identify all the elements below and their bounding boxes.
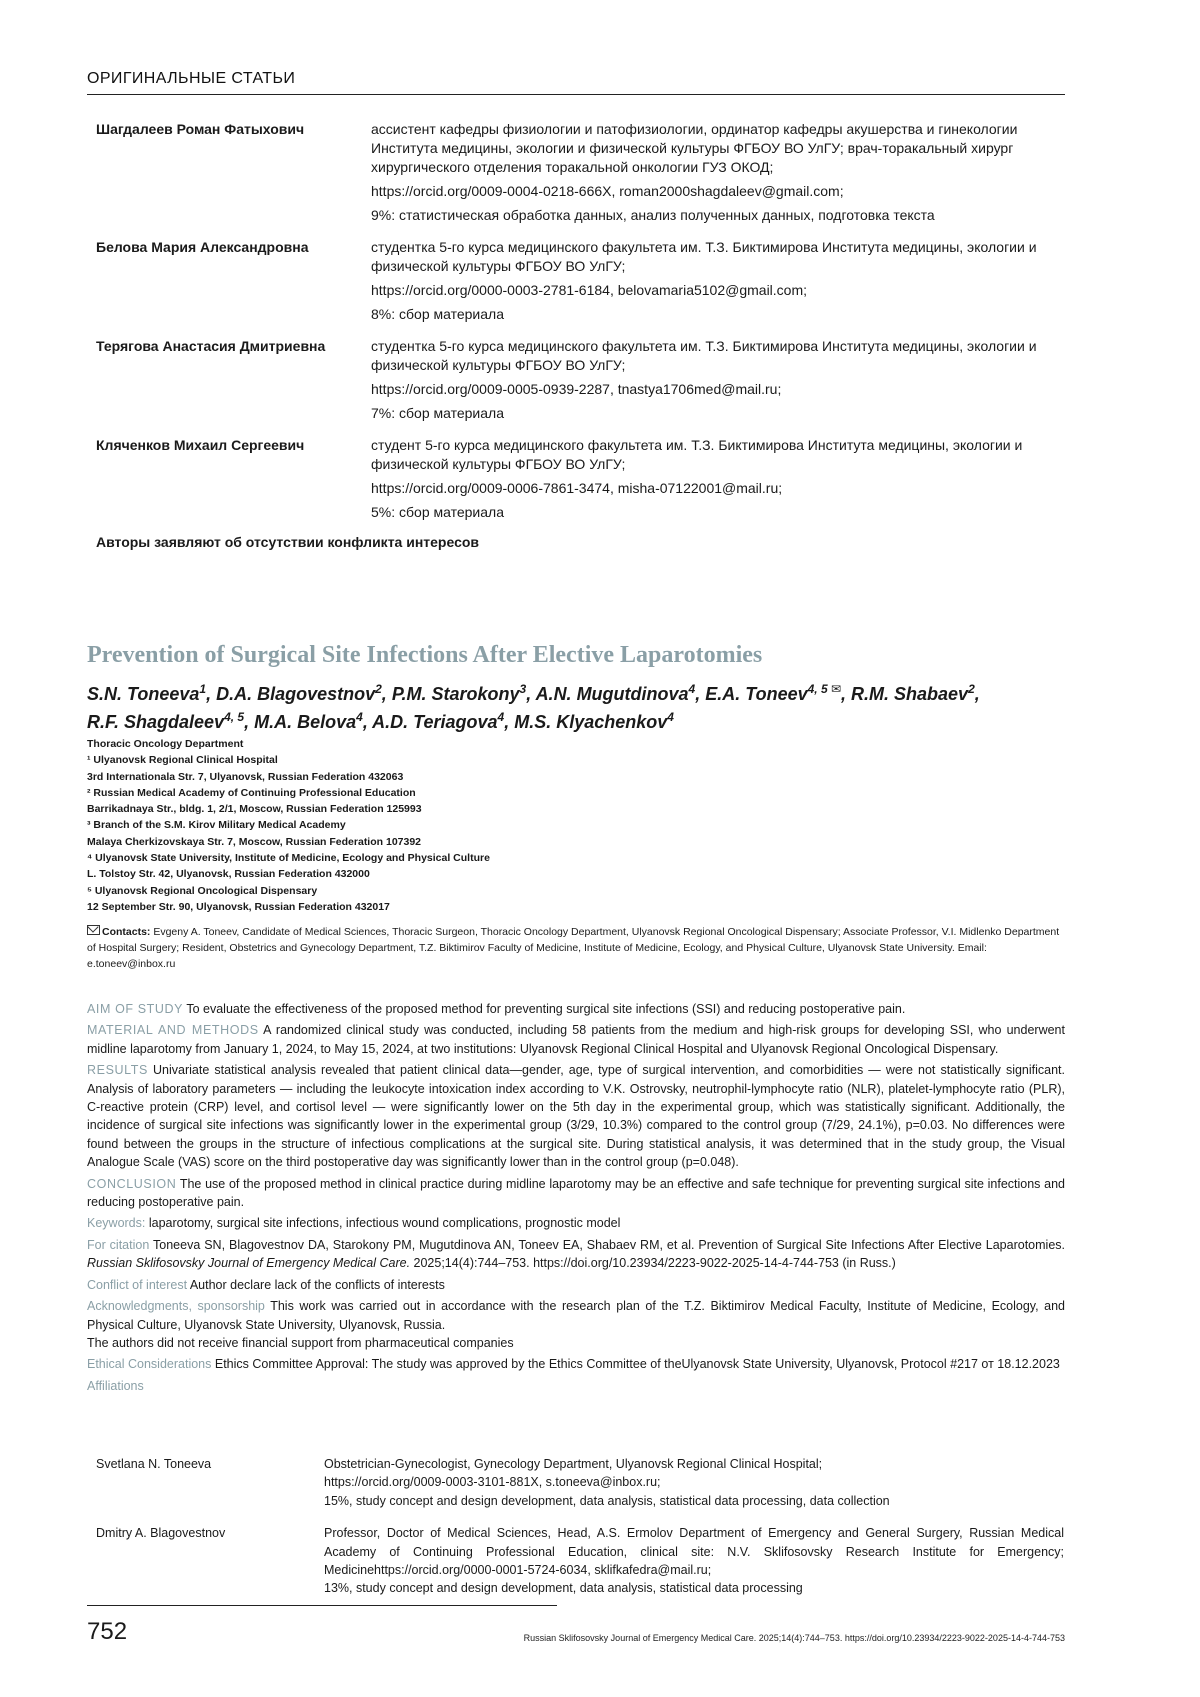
author-name: S.N. Toneeva [87, 684, 200, 704]
author-separator: , [695, 684, 706, 704]
ru-author-name: Шагдалеев Роман Фатыхович [96, 121, 305, 137]
affiliation-line: 15%, study concept and design development, data analysis, statistical data processing, data collection [324, 1493, 890, 1508]
author-affil-mark: 1 [199, 682, 207, 696]
affiliation-line: Obstetrician-Gynecologist, Gynecology Department, Ulyanovsk Regional Clinical Hospital; [324, 1457, 823, 1471]
abstract-conclusion [87, 1175, 1065, 1212]
ru-author-row [96, 436, 1056, 527]
footnote-rule [87, 1605, 557, 1606]
abstract-methods-label: MATERIAL AND METHODS [87, 1023, 259, 1038]
affiliation-row [96, 1455, 1064, 1510]
ru-author-contacts[interactable]: https://orcid.org/0009-0006-7861-3474, misha-07122001@mail.ru; [371, 480, 783, 496]
author-name: E.A. Toneev [705, 684, 808, 704]
author-separator: , [841, 684, 852, 704]
author-affil-mark: 3 [519, 682, 527, 696]
ru-author-contribution: 5%: сбор материала [371, 504, 504, 520]
institution-list [87, 736, 490, 915]
institution-line: 12 September Str. 90, Ulyanovsk, Russian Federation 432017 [87, 900, 390, 913]
affiliation-line[interactable]: https://orcid.org/0009-0003-3101-881X, s.toneeva@inbox.ru; [324, 1475, 661, 1490]
institution-line: ¹ Ulyanovsk Regional Clinical Hospital [87, 754, 278, 767]
affiliations-heading: Affiliations [87, 1378, 144, 1393]
contacts-text: Evgeny A. Toneev, Candidate of Medical Sciences, Thoracic Surgeon, Thoracic Oncology Department, Ulyanovsk Regional Oncological Dispensary; Associate Professor, V.I. Midlenko Department of Hospital Surgery; Resident, Obstetrics and Gynecology Department, T.Z. Biktimirov Faculty of Medicine, Institute of Medicine, Ecology, and Physical Culture, Ulyanovsk State University. Email: e.toneev@inbox.ru [87, 926, 1060, 970]
affiliation-row [96, 1524, 1064, 1598]
author-name: D.A. Blagovestnov [216, 684, 376, 704]
ethics [87, 1355, 1065, 1373]
footer-citation: Russian Sklifosovsky Journal of Emergency Medical Care. 2025;14(4):744–753. https://doi.org/10.23934/2223-9022-2025-14-4-744-753 [523, 1633, 1065, 1643]
author-name: M.A. Belova [254, 712, 357, 732]
institution-line: ² Russian Medical Academy of Continuing Professional Education [87, 786, 416, 799]
abstract-aim [87, 1000, 1065, 1018]
ack-label: Acknowledgments, sponsorship [87, 1299, 265, 1314]
ru-author-position: студент 5-го курса медицинского факультета им. Т.З. Биктимирова Института медицины, экологии и физической культуры ФГБОУ ВО УлГУ; [371, 437, 1023, 472]
author-separator: , [381, 684, 392, 704]
abstract-conclusion-text: The use of the proposed method in clinical practice during midline laparotomy may be an effective and safe technique for preventing surgical site infections and reducing postoperative pain. [87, 1176, 1066, 1210]
ru-author-info [371, 337, 1056, 428]
author-affil-mark: 4, 5 [224, 710, 245, 724]
affiliation-author-info [324, 1455, 1064, 1510]
affiliations-table [96, 1455, 1064, 1612]
acknowledgments-funding: The authors did not receive financial support from pharmaceutical companies [87, 1335, 514, 1350]
author-name: M.S. Klyachenkov [514, 712, 668, 732]
ru-author-info [371, 120, 1056, 230]
conflict-of-interest [87, 1276, 1065, 1294]
author-name: A.D. Teriagova [372, 712, 498, 732]
author-affil-mark: 4 [667, 710, 674, 724]
institution-line: 3rd Internationala Str. 7, Ulyanovsk, Russian Federation 432063 [87, 770, 404, 783]
ethics-text: Ethics Committee Approval: The study was approved by the Ethics Committee of theUlyanovsk State University, Ulyanovsk, Protocol #217 от 18.12.2023 [214, 1357, 1060, 1372]
coi-label: Conflict of interest [87, 1277, 188, 1292]
ru-author-position: ассистент кафедры физиологии и патофизиологии, ординатор кафедры акушерства и гинекологии Института медицины, экологии и физической культуры ФГБОУ ВО УлГУ; врач-торакальный хирург хирургического отделения торакальной онкологии ГУЗ ОКОД; [371, 121, 1018, 175]
author-line [87, 680, 1087, 708]
ru-author-name: Терягова Анастасия Дмитриевна [96, 338, 326, 354]
abstract-methods [87, 1021, 1065, 1058]
abstract [87, 1000, 1065, 1398]
author-affil-mark: 4 [356, 710, 363, 724]
ack-text: This work was carried out in accordance with the research plan of the T.Z. Biktimirov Medical Faculty, Institute of Medicine, Ecology, and Physical Culture, Ulyanovsk State University, Ulyanovsk, Russia. [87, 1299, 1065, 1332]
ru-author-contacts[interactable]: https://orcid.org/0009-0004-0218-666X, roman2000shagdaleev@gmail.com; [371, 183, 844, 199]
citation-journal: Russian Sklifosovsky Journal of Emergency Medical Care. [87, 1256, 411, 1271]
citation-doi[interactable]: 2025;14(4):744–753. https://doi.org/10.23934/2223-9022-2025-14-4-744-753 (in Russ.) [413, 1256, 896, 1271]
keywords-label: Keywords: [87, 1216, 146, 1231]
institution-line: Barrikadnaya Str., bldg. 1, 2/1, Moscow, Russian Federation 125993 [87, 803, 422, 816]
abstract-results-text: Univariate statistical analysis revealed that patient clinical data—gender, age, type of surgical intervention, and comorbidities — were not statistically significant. Analysis of laboratory parameters — including the leukocyte intoxication index according to V.K. Ostrovsky, neutrophil-lymphocyte ratio (NLR), platelet-lymphocyte ratio (PLR), C-reactive protein (CRP) level, and cortisol level — were significantly lower on the 5th day in the experimental group, which was statistically significant. Additionally, the incidence of surgical site infections was significantly lower in the experimental group (3/29, 10.3%) compared to the control group (7/29, 24.1%), p=0.03. No differences were found between the groups in the structure of infectious complications at the surgical site. During statistical analysis, it was determined that in the study group, the Visual Analogue Scale (VAS) score on the third postoperative day was significantly lower than in the control group (p=0.048). [87, 1063, 1065, 1170]
ru-author-info [371, 436, 1056, 527]
keywords-text: laparotomy, surgical site infections, infectious wound complications, prognostic model [148, 1216, 621, 1231]
abstract-conclusion-label: CONCLUSION [87, 1176, 177, 1191]
abstract-results-label: RESULTS [87, 1063, 148, 1078]
ru-author-name: Кляченков Михаил Сергеевич [96, 437, 305, 453]
affiliation-author-name: Svetlana N. Toneeva [96, 1457, 212, 1471]
ru-author-contribution: 9%: статистическая обработка данных, анализ полученных данных, подготовка текста [371, 207, 935, 223]
ru-author-contacts[interactable]: https://orcid.org/0009-0005-0939-2287, tnastya1706med@mail.ru; [371, 381, 782, 397]
ru-author-contribution: 8%: сбор материала [371, 306, 504, 322]
author-list [87, 680, 1087, 736]
abstract-aim-label: AIM OF STUDY [87, 1002, 184, 1016]
page-number: 752 [87, 1618, 128, 1645]
mail-icon[interactable]: ✉ [827, 682, 842, 696]
affiliation-author-name: Dmitry A. Blagovestnov [96, 1526, 226, 1541]
author-separator: , [206, 684, 217, 704]
author-separator: , [526, 684, 536, 704]
institution-line: ⁵ Ulyanovsk Regional Oncological Dispensary [87, 884, 318, 897]
ru-author-info [371, 238, 1056, 329]
author-separator: , [244, 712, 255, 732]
ru-author-name: Белова Мария Александровна [96, 239, 309, 255]
author-name: R.F. Shagdaleev [87, 712, 225, 732]
author-name: R.M. Shabaev [851, 684, 969, 704]
citation [87, 1236, 1065, 1273]
ethics-label: Ethical Considerations [87, 1357, 212, 1372]
contacts-label: Contacts: [102, 926, 151, 938]
author-affil-mark: 4 [497, 710, 505, 724]
coi-text: Author declare lack of the conflicts of interests [189, 1277, 445, 1292]
author-name: P.M. Starokony [391, 684, 520, 704]
institution-line: L. Tolstoy Str. 42, Ulyanovsk, Russian Federation 432000 [87, 868, 370, 881]
author-line [87, 708, 1087, 736]
abstract-aim-text: To evaluate the effectiveness of the proposed method for preventing surgical site infections (SSI) and reducing postoperative pain. [186, 1002, 906, 1016]
article-title: Prevention of Surgical Site Infections After Elective Laparotomies [87, 642, 763, 668]
institution-line: ³ Branch of the S.M. Kirov Military Medical Academy [87, 819, 346, 832]
mail-icon [87, 925, 100, 935]
affiliation-line: Professor, Doctor of Medical Sciences, Head, A.S. Ermolov Department of Emergency and General Surgery, Russian Medical Academy of Continuing Professional Education, clinical site: N.V. Sklifosovsky Research Institute for Emergency; Medicinehttps://orcid.org/0000-0001-5724-6034, sklifkafedra@mail.ru; [324, 1526, 1064, 1578]
citation-text: Toneeva SN, Blagovestnov DA, Starokony PM, Mugutdinova AN, Toneev EA, Shabaev RM, et al. Prevention of Surgical Site Infections After Elective Laparotomies. [153, 1237, 1065, 1252]
affiliation-author-info [324, 1524, 1064, 1598]
ru-author-contribution: 7%: сбор материала [371, 405, 504, 421]
ru-author-row [96, 120, 1056, 230]
institution-line: ⁴ Ulyanovsk State University, Institute of Medicine, Ecology and Physical Culture [87, 852, 490, 865]
author-name: A.N. Mugutdinova [535, 684, 689, 704]
ru-authors-table [96, 120, 1056, 535]
institution-line: Malaya Cherkizovskaya Str. 7, Moscow, Russian Federation 107392 [87, 835, 422, 848]
ru-author-contacts[interactable]: https://orcid.org/0000-0003-2781-6184, belovamaria5102@gmail.com; [371, 282, 808, 298]
citation-label: For citation [87, 1237, 150, 1252]
abstract-methods-text: A randomized clinical study was conducted, including 58 patients from the medium and high-risk groups for developing SSI, who underwent midline laparotomy from January 1, 2024, to May 15, 2024, at two institutions: Ulyanovsk Regional Clinical Hospital and Ulyanovsk Regional Oncological Dispensary. [87, 1023, 1065, 1056]
institution-line: Thoracic Oncology Department [87, 738, 244, 750]
author-affil-mark: 4, 5 [807, 682, 828, 696]
author-separator: , [504, 712, 515, 732]
author-affil-mark: 2 [375, 682, 382, 696]
affiliation-line: 13%, study concept and design development, data analysis, statistical data processing [324, 1581, 803, 1596]
ru-author-position: студентка 5-го курса медицинского факультета им. Т.З. Биктимирова Института медицины, экологии и физической культуры ФГБОУ ВО УлГУ; [371, 338, 1037, 373]
author-affil-mark: 4 [688, 682, 696, 696]
author-affil-mark: 2 [968, 682, 975, 696]
author-separator: , [974, 684, 980, 704]
author-separator: , [362, 712, 373, 732]
keywords [87, 1214, 1065, 1232]
ru-author-row [96, 337, 1056, 428]
ru-author-row [96, 238, 1056, 329]
abstract-results [87, 1061, 1065, 1171]
ru-author-position: студентка 5-го курса медицинского факультета им. Т.З. Биктимирова Института медицины, экологии и физической культуры ФГБОУ ВО УлГУ; [371, 239, 1037, 274]
contacts-block [87, 924, 1065, 972]
acknowledgments [87, 1297, 1065, 1334]
section-label: ОРИГИНАЛЬНЫЕ СТАТЬИ [87, 70, 1065, 95]
ru-conflict-statement: Авторы заявляют об отсутствии конфликта интересов [96, 534, 480, 550]
